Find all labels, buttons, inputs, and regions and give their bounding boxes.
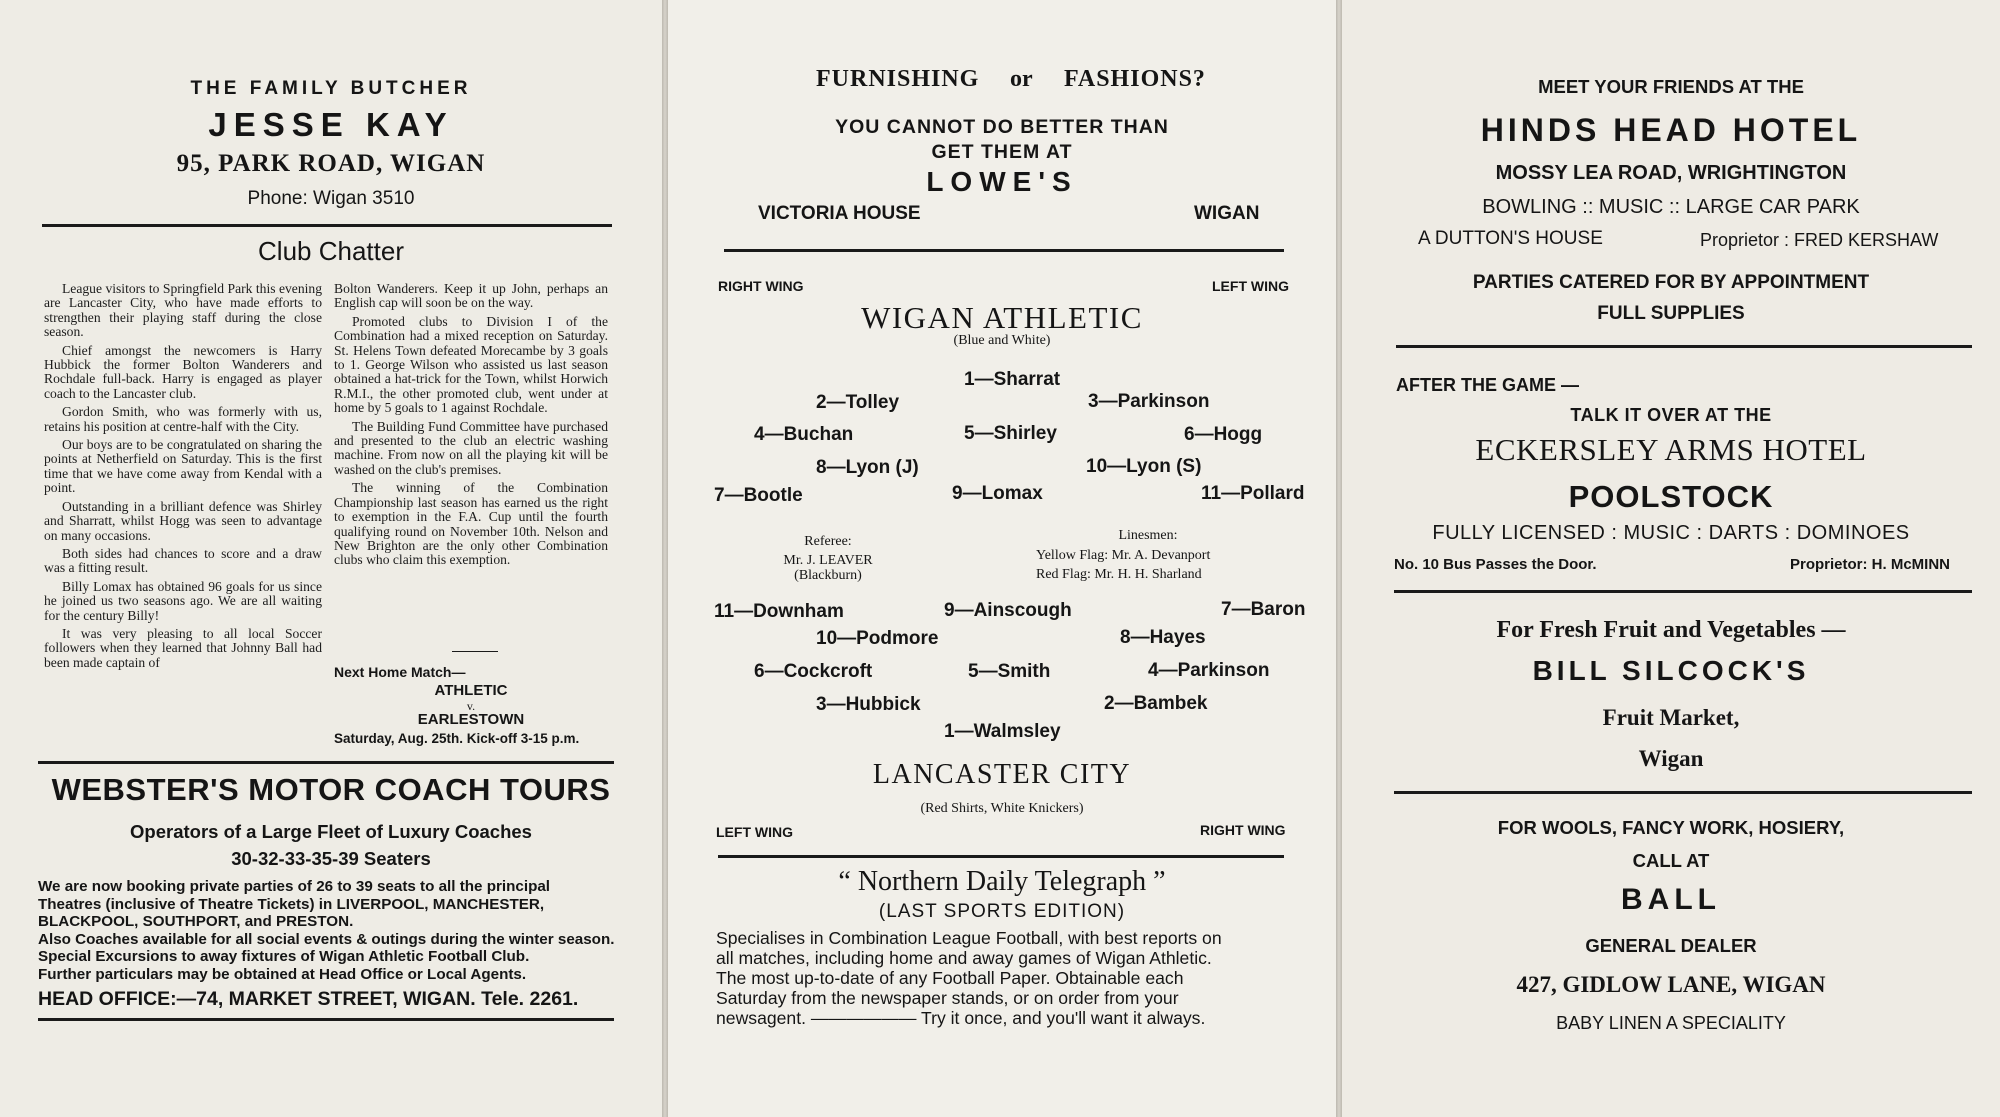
eckersley-features: FULLY LICENSED : MUSIC : DARTS : DOMINOES xyxy=(1432,522,1910,544)
away-player-6: 6—Cockcroft xyxy=(754,661,873,682)
chatter-paragraph: Chief amongst the newcomers is Harry Hubbick the former Bolton Wanderers and Rochdale full-back. Harry is engaged as player coach to the Lancaster club. xyxy=(44,342,322,401)
ball-trade: GENERAL DEALER xyxy=(1585,935,1757,956)
chatter-paragraph: Promoted clubs to Division I of the Combination had a mixed reception on Saturday. St. Helens Town defeated Morecambe by 3 goals to 1. George Wilson who assisted us last season obtained a hat-trick for the Town, whilst Horwich R.M.I., the other promoted club, went under at home by 5 goals to 1 against Rochdale. xyxy=(334,313,608,416)
linesman-red: Red Flag: Mr. H. H. Sharland xyxy=(1036,567,1202,582)
ball-name: BALL xyxy=(1621,883,1721,916)
next-match-away: EARLESTOWN xyxy=(417,711,525,728)
next-match-label: Next Home Match— xyxy=(334,664,466,680)
home-right-wing-label: RIGHT WING xyxy=(718,278,804,294)
divider xyxy=(724,249,1284,252)
telegraph-edition: (LAST SPORTS EDITION) xyxy=(878,901,1126,922)
divider xyxy=(718,855,1284,858)
ball-speciality: BABY LINEN A SPECIALITY xyxy=(1556,1013,1786,1033)
home-player-1: 1—Sharrat xyxy=(964,369,1061,390)
butcher-name: JESSE KAY xyxy=(208,106,454,143)
left-panel xyxy=(0,0,662,1117)
chatter-paragraph: Gordon Smith, who was formerly with us, retains his position at centre-half with the City. xyxy=(44,404,322,434)
home-player-9: 9—Lomax xyxy=(952,483,1043,504)
hinds-amenities: BOWLING :: MUSIC :: LARGE CAR PARK xyxy=(1482,196,1860,218)
webster-line: We are now booking private parties of 26 to 39 seats to all the principal xyxy=(38,878,551,895)
linesmen-label: Linesmen: xyxy=(1118,528,1178,543)
eckersley-bus: No. 10 Bus Passes the Door. xyxy=(1394,556,1597,573)
webster-title: WEBSTER'S MOTOR COACH TOURS xyxy=(51,772,611,807)
chatter-paragraph: It was very pleasing to all local Soccer followers when they learned that Johnny Ball had been made captain of xyxy=(44,625,322,670)
home-player-11: 11—Pollard xyxy=(1201,483,1305,504)
away-player-3: 3—Hubbick xyxy=(816,694,921,715)
home-player-7: 7—Bootle xyxy=(714,485,803,506)
home-player-2: 2—Tolley xyxy=(816,392,900,413)
hinds-parties: PARTIES CATERED FOR BY APPOINTMENT xyxy=(1472,272,1870,293)
divider xyxy=(1396,345,1972,348)
webster-line: Also Coaches available for all social events & outings during the winter season. xyxy=(38,930,615,948)
club-chatter-title: Club Chatter xyxy=(258,236,404,266)
divider xyxy=(38,1018,614,1021)
eckersley-place: POOLSTOCK xyxy=(1568,479,1774,514)
next-match-versus: v. xyxy=(466,699,476,713)
home-player-8: 8—Lyon (J) xyxy=(816,457,919,478)
chatter-column-2 xyxy=(334,282,608,572)
home-player-4: 4—Buchan xyxy=(754,424,854,445)
home-left-wing-label: LEFT WING xyxy=(1212,278,1289,294)
eckersley-after: AFTER THE GAME — xyxy=(1396,375,1579,395)
home-team-colours: (Blue and White) xyxy=(953,333,1051,348)
lowes-headline-furnishing: FURNISHING xyxy=(816,66,980,92)
away-player-11: 11—Downham xyxy=(714,601,844,622)
telegraph-line: all matches, including home and away games of Wigan Athletic. xyxy=(716,948,1212,968)
chatter-paragraph: Outstanding in a brilliant defence was Shirley and Sharratt, whilst Hogg was seen to advantage on many occasions. xyxy=(44,498,322,543)
home-team-name: WIGAN ATHLETIC xyxy=(861,300,1143,335)
webster-line: Special Excursions to away fixtures of Wigan Athletic Football Club. xyxy=(38,948,530,966)
home-player-6: 6—Hogg xyxy=(1184,424,1263,445)
away-player-2: 2—Bambek xyxy=(1104,693,1208,714)
webster-line: BLACKPOOL, SOUTHPORT, and PRESTON. xyxy=(38,913,354,931)
divider xyxy=(38,761,614,764)
silcock-fresh-fruit: For Fresh Fruit and Vegetables — xyxy=(1496,617,1846,643)
away-player-5: 5—Smith xyxy=(968,661,1051,682)
webster-subtitle: Operators of a Large Fleet of Luxury Coaches xyxy=(130,821,532,842)
telegraph-line: newsagent. —————— Try it once, and you'll want it always. xyxy=(716,1008,1206,1028)
chatter-paragraph: Bolton Wanderers. Keep it up John, perhaps an English cap will soon be on the way. xyxy=(334,281,608,311)
lowes-name: LOWE'S xyxy=(926,166,1078,197)
butcher-tagline: THE FAMILY BUTCHER xyxy=(190,78,472,99)
home-player-3: 3—Parkinson xyxy=(1088,391,1210,412)
away-left-wing-label: LEFT WING xyxy=(716,824,793,840)
silcock-town: Wigan xyxy=(1638,746,1704,771)
ball-call-at: CALL AT xyxy=(1632,850,1710,871)
linesman-yellow: Yellow Flag: Mr. A. Devanport xyxy=(1036,548,1211,563)
referee-name: Mr. J. LEAVER xyxy=(783,553,873,568)
lowes-headline-fashions: FASHIONS? xyxy=(1064,66,1206,92)
away-team-name: LANCASTER CITY xyxy=(872,759,1132,790)
silcock-market: Fruit Market, xyxy=(1602,705,1740,730)
away-player-1: 1—Walmsley xyxy=(944,721,1061,742)
away-player-8: 8—Hayes xyxy=(1120,627,1206,648)
hinds-duttons-house: A DUTTON'S HOUSE xyxy=(1418,228,1603,249)
webster-body xyxy=(38,878,614,984)
referee-town: (Blackburn) xyxy=(794,568,862,583)
ball-wools: FOR WOOLS, FANCY WORK, HOSIERY, xyxy=(1497,817,1845,838)
butcher-phone: Phone: Wigan 3510 xyxy=(247,188,415,209)
lowes-headline-or: or xyxy=(1010,66,1033,92)
hinds-name: HINDS HEAD HOTEL xyxy=(1480,112,1862,148)
hinds-proprietor: Proprietor : FRED KERSHAW xyxy=(1700,230,1939,250)
away-player-10: 10—Podmore xyxy=(816,628,939,649)
telegraph-body xyxy=(716,928,1222,1028)
lowes-line-2: GET THEM AT xyxy=(931,141,1073,163)
divider xyxy=(1394,791,1972,794)
lowes-victoria-house: VICTORIA HOUSE xyxy=(758,203,921,224)
butcher-address: 95, PARK ROAD, WIGAN xyxy=(176,150,486,177)
away-right-wing-label: RIGHT WING xyxy=(1200,822,1286,838)
webster-line: Further particulars may be obtained at Head Office or Local Agents. xyxy=(38,965,527,983)
telegraph-line: The most up-to-date of any Football Paper. Obtainable each xyxy=(716,968,1184,988)
next-match-divider xyxy=(452,651,498,652)
webster-line: Theatres (inclusive of Theatre Tickets) in LIVERPOOL, MANCHESTER, xyxy=(38,895,545,913)
silcock-name: BILL SILCOCK'S xyxy=(1532,655,1810,686)
eckersley-proprietor: Proprietor: H. McMINN xyxy=(1790,556,1951,573)
away-player-7: 7—Baron xyxy=(1221,599,1306,620)
lowes-wigan: WIGAN xyxy=(1194,203,1260,224)
divider xyxy=(1394,590,1972,593)
home-player-10: 10—Lyon (S) xyxy=(1086,456,1202,477)
lowes-line-1: YOU CANNOT DO BETTER THAN xyxy=(835,116,1169,138)
chatter-paragraph: Both sides had chances to score and a draw was a fitting result. xyxy=(44,545,322,576)
chatter-paragraph: Billy Lomax has obtained 96 goals for us since he joined us two seasons ago. We are all waiting for the century Billy! xyxy=(44,578,322,623)
next-match-home: ATHLETIC xyxy=(434,682,508,699)
right-panel xyxy=(1342,0,2000,1117)
webster-seaters: 30-32-33-35-39 Seaters xyxy=(231,848,431,869)
away-player-4: 4—Parkinson xyxy=(1148,660,1270,681)
hinds-meet: MEET YOUR FRIENDS AT THE xyxy=(1538,76,1804,97)
eckersley-talk: TALK IT OVER AT THE xyxy=(1570,405,1772,425)
next-match-kickoff: Saturday, Aug. 25th. Kick-off 3-15 p.m. xyxy=(334,731,580,746)
chatter-paragraph: Our boys are to be congratulated on sharing the points at Netherfield on Saturday. This is the first time that we have come away from Kendal with a point. xyxy=(44,437,322,496)
hinds-supplies: FULL SUPPLIES xyxy=(1597,303,1745,324)
away-player-9: 9—Ainscough xyxy=(944,600,1072,621)
home-player-5: 5—Shirley xyxy=(964,423,1057,444)
hinds-address: MOSSY LEA ROAD, WRIGHTINGTON xyxy=(1495,162,1847,184)
chatter-paragraph: League visitors to Springfield Park this evening are Lancaster City, who have made efforts to strengthen their playing staff during the close season. xyxy=(44,281,322,340)
divider xyxy=(42,224,612,227)
telegraph-line: Specialises in Combination League Football, with best reports on xyxy=(716,928,1222,948)
eckersley-name: ECKERSLEY ARMS HOTEL xyxy=(1475,432,1867,467)
telegraph-line: Saturday from the newspaper stands, or on order from your xyxy=(716,988,1179,1008)
telegraph-title: “ Northern Daily Telegraph ” xyxy=(838,866,1166,897)
webster-head-office: HEAD OFFICE:—74, MARKET STREET, WIGAN. Tele. 2261. xyxy=(38,988,579,1010)
referee-label: Referee: xyxy=(804,534,852,549)
ball-address: 427, GIDLOW LANE, WIGAN xyxy=(1516,972,1826,997)
away-team-colours: (Red Shirts, White Knickers) xyxy=(920,801,1084,816)
chatter-column-1 xyxy=(44,282,322,674)
chatter-paragraph: The winning of the Combination Championship last season has earned us the right to exemption in the F.A. Cup until the fourth qualifying round on November 10th. Nelson and New Brighton are the only other Combination clubs who claim this exemption. xyxy=(334,480,608,568)
middle-panel xyxy=(668,0,1336,1117)
chatter-paragraph: The Building Fund Committee have purchased and presented to the club an electric washing machine. From now on all the playing kit will be washed on the club's premises. xyxy=(334,418,608,477)
